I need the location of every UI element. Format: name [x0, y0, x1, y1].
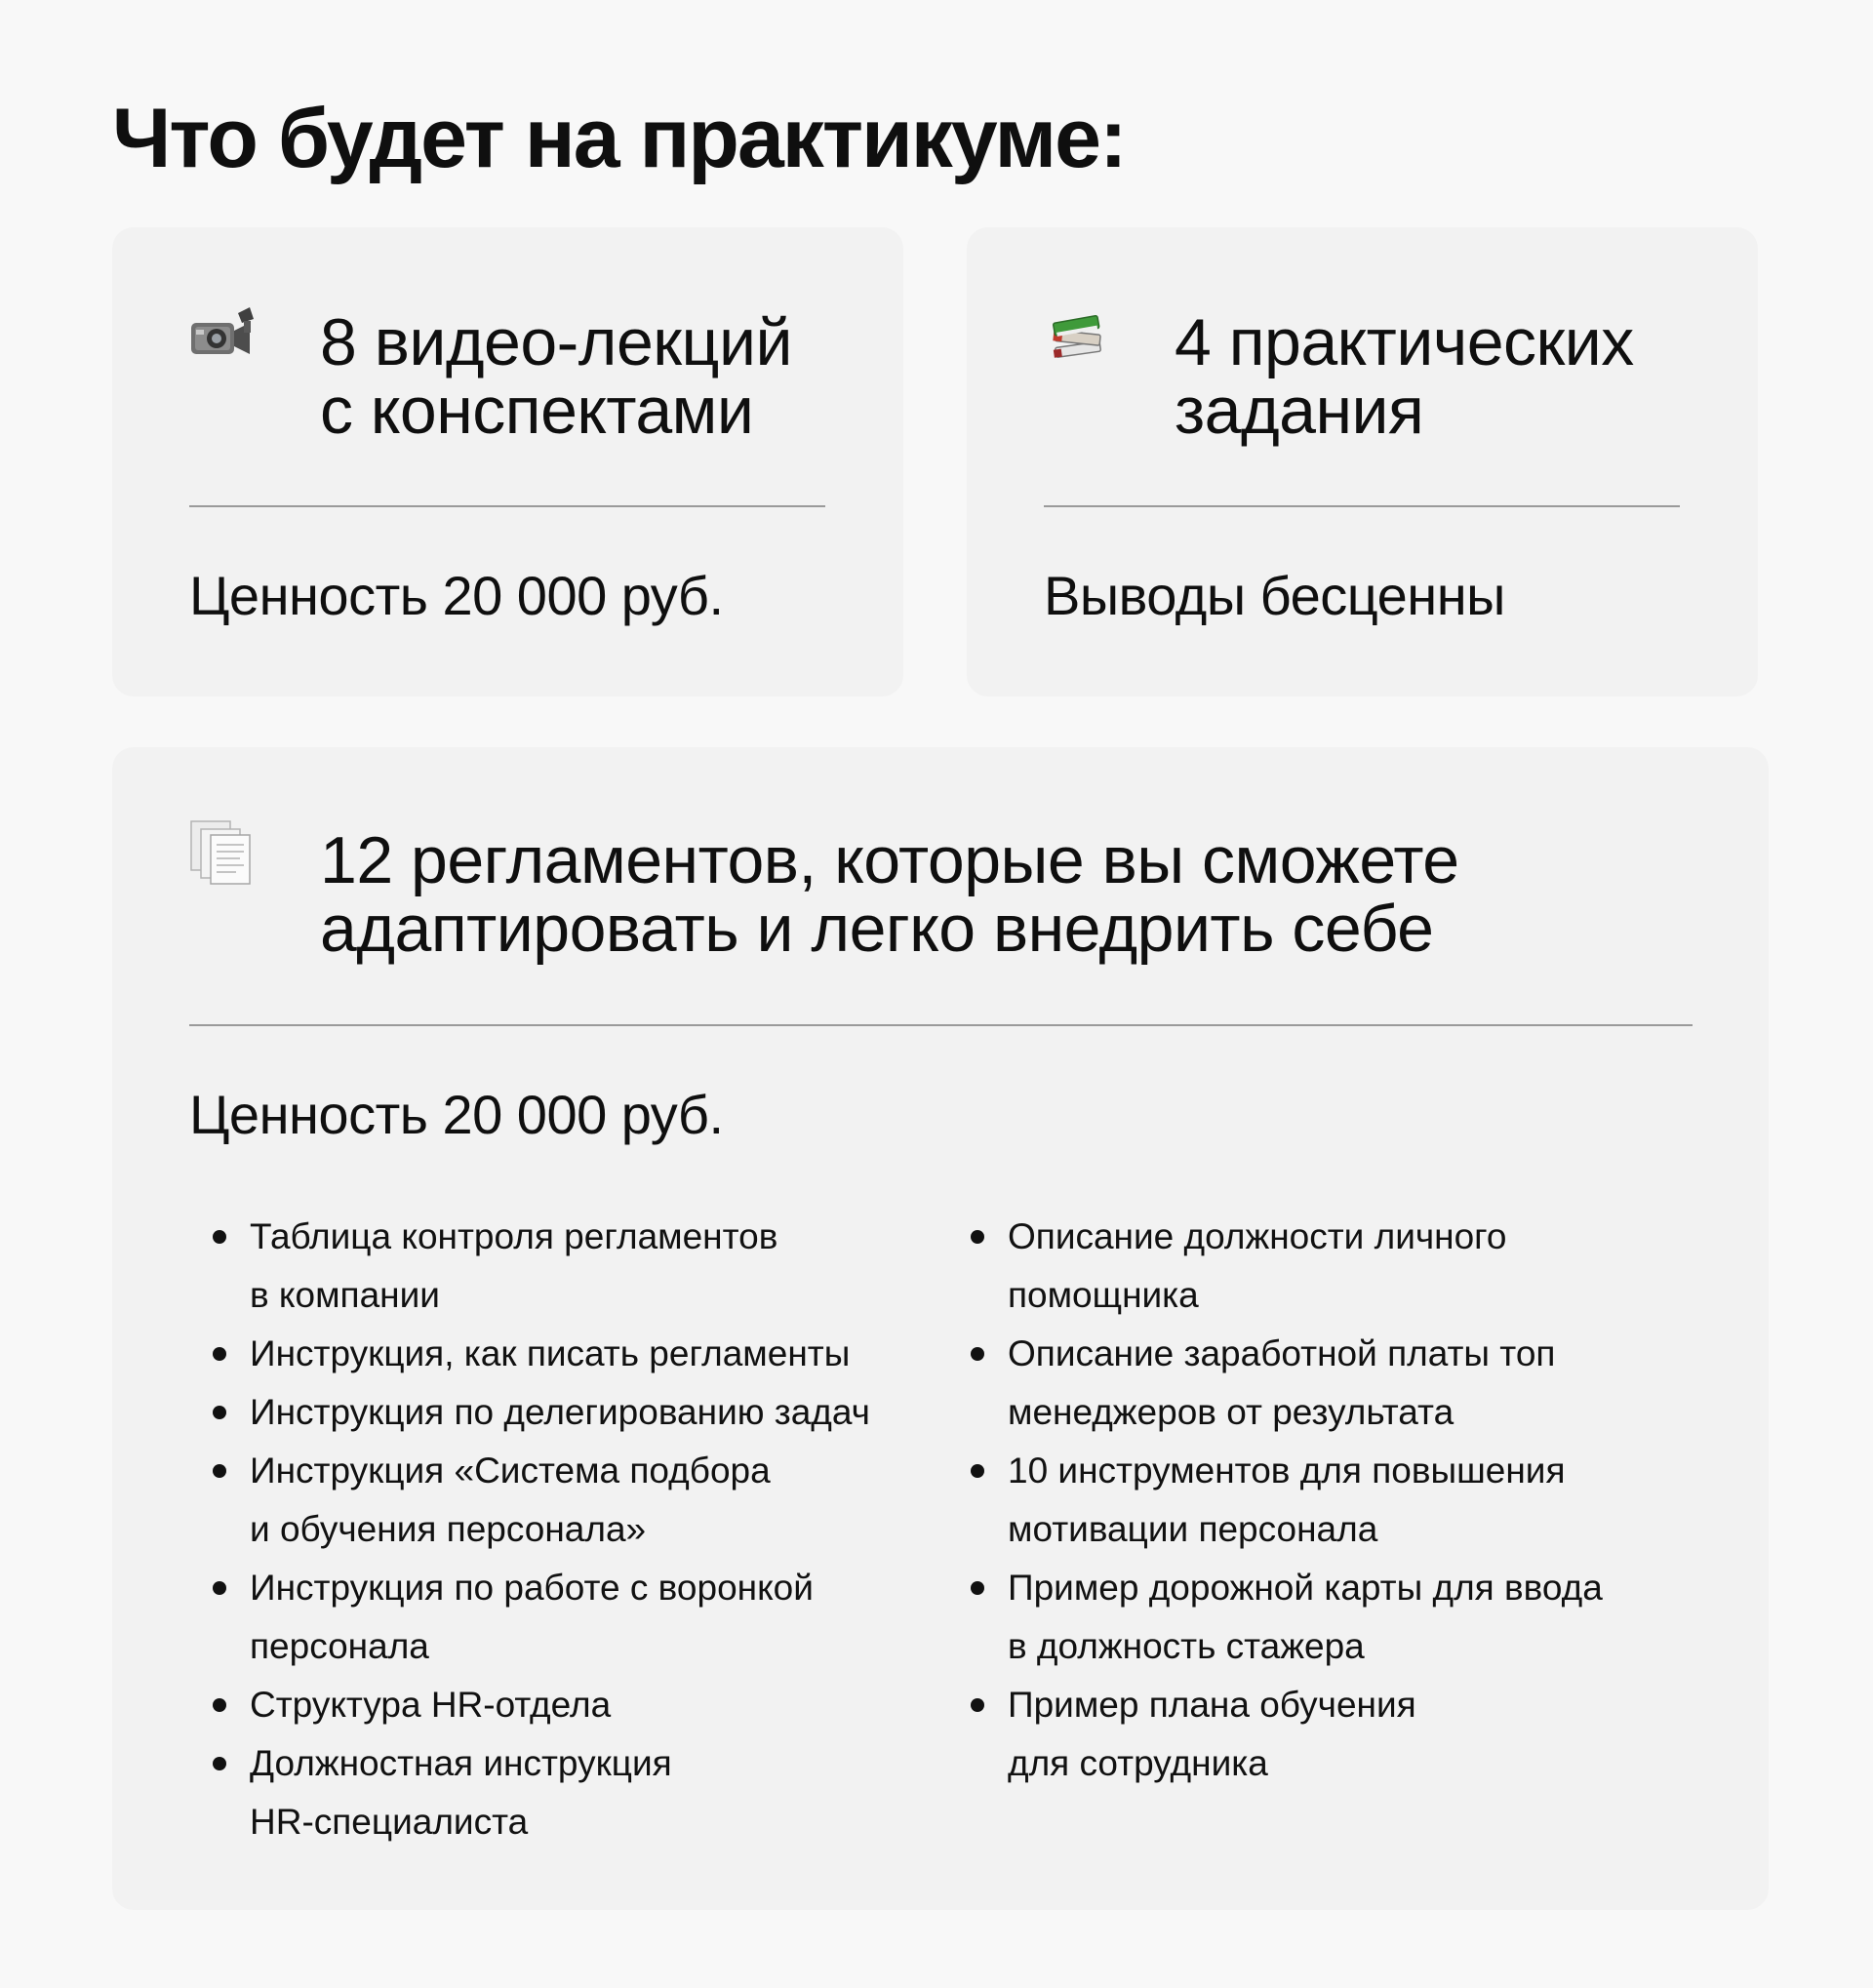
list-item-line: Пример дорожной карты для ввода	[1008, 1568, 1603, 1608]
card-heading	[320, 823, 1459, 966]
list-item	[211, 1734, 874, 1851]
list-item-line: Инструкция, как писать регламенты	[250, 1333, 851, 1373]
video-lectures-card	[112, 227, 903, 696]
card-value: Ценность 20 000 руб.	[189, 565, 724, 626]
list-item-line: менеджеров от результата	[1008, 1392, 1455, 1432]
list-item-line: и обучения персонала»	[250, 1509, 647, 1549]
regulations-list-left	[211, 1208, 874, 1851]
list-item-line: Описание должности личного	[1008, 1216, 1507, 1256]
list-item-line: Пример плана обучения	[1008, 1685, 1416, 1725]
list-item-line: Структура HR-отдела	[250, 1685, 612, 1725]
list-item	[211, 1208, 874, 1325]
list-item-line: Таблица контроля регламентов	[250, 1216, 778, 1256]
list-item-line: Описание заработной платы топ	[1008, 1333, 1556, 1373]
card-heading-line: с конспектами	[320, 374, 754, 448]
list-item-line: для сотрудника	[1008, 1743, 1268, 1783]
list-item	[969, 1676, 1642, 1793]
list-item-line: Должностная инструкция	[250, 1743, 672, 1783]
card-divider	[189, 505, 825, 507]
list-item-line: персонала	[250, 1626, 429, 1666]
list-item	[211, 1325, 874, 1383]
list-item-line: HR-специалиста	[250, 1802, 529, 1842]
practical-tasks-card	[967, 227, 1758, 696]
card-heading	[320, 305, 792, 448]
card-divider	[189, 1024, 1693, 1026]
card-divider	[1044, 505, 1680, 507]
documents-icon	[189, 817, 259, 886]
card-heading-line: 8 видео-лекций	[320, 305, 792, 379]
list-item	[211, 1383, 874, 1442]
list-item	[969, 1442, 1642, 1559]
regulations-list-right	[969, 1208, 1642, 1793]
list-item-line: Инструкция по работе с воронкой	[250, 1568, 814, 1608]
card-heading-line: 12 регламентов, которые вы сможете	[320, 823, 1459, 897]
regulations-card	[112, 747, 1769, 1910]
card-value: Ценность 20 000 руб.	[189, 1084, 724, 1145]
list-item-line: Инструкция «Система подбора	[250, 1451, 771, 1491]
list-item	[969, 1325, 1642, 1442]
list-item-line: мотивации персонала	[1008, 1509, 1378, 1549]
card-heading	[1175, 305, 1634, 448]
list-item-line: 10 инструментов для повышения	[1008, 1451, 1566, 1491]
list-item	[211, 1442, 874, 1559]
list-item-line: в должность стажера	[1008, 1626, 1365, 1666]
list-item-line: Инструкция по делегированию задач	[250, 1392, 870, 1432]
card-heading-line: 4 практических	[1175, 305, 1634, 379]
list-item-line: в компании	[250, 1275, 440, 1315]
books-icon	[1044, 301, 1114, 370]
card-value: Выводы бесценны	[1044, 565, 1505, 626]
list-item	[211, 1559, 874, 1676]
list-item	[211, 1676, 874, 1734]
card-heading-line: задания	[1175, 374, 1424, 448]
list-item-line: помощника	[1008, 1275, 1199, 1315]
video-camera-icon	[189, 301, 259, 370]
card-heading-line: адаптировать и легко внедрить себе	[320, 892, 1434, 966]
page-title: Что будет на практикуме:	[112, 92, 1126, 185]
list-item	[969, 1208, 1642, 1325]
list-item	[969, 1559, 1642, 1676]
